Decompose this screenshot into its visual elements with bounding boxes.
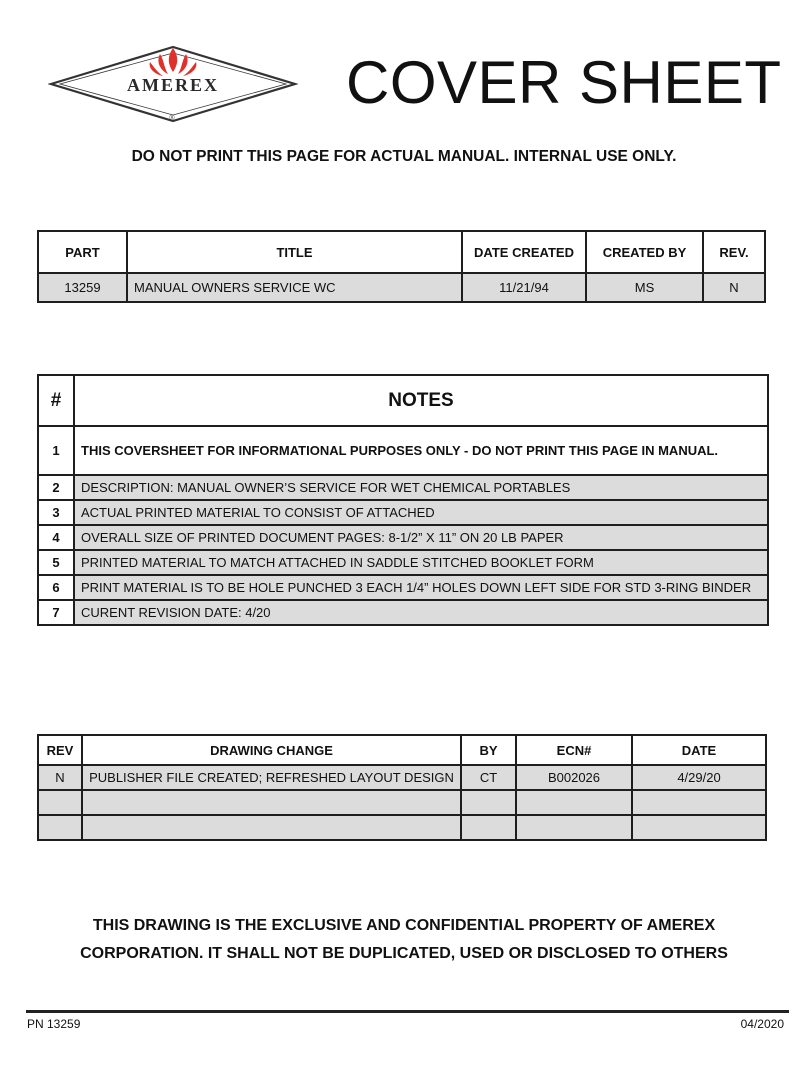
table-row xyxy=(38,426,768,475)
date-created: 11/21/94 xyxy=(462,273,586,302)
table-row-empty xyxy=(38,815,766,840)
part-title: MANUAL OWNERS SERVICE WC xyxy=(127,273,462,302)
change-date: 4/29/20 xyxy=(632,765,766,790)
table-row xyxy=(38,600,768,625)
date-footer: 04/2020 xyxy=(740,1017,784,1031)
note-number: 7 xyxy=(38,600,74,625)
divider xyxy=(26,1010,789,1013)
header-drawing-change: DRAWING CHANGE xyxy=(82,735,461,765)
header-created-by: CREATED BY xyxy=(586,231,703,273)
registered-icon: ® xyxy=(169,115,175,122)
header-notes: NOTES xyxy=(74,375,768,426)
page-title: COVER SHEET xyxy=(346,49,782,116)
header-by: BY xyxy=(461,735,516,765)
note-number: 5 xyxy=(38,550,74,575)
note-text: PRINT MATERIAL IS TO BE HOLE PUNCHED 3 EACH 1/4” HOLES DOWN LEFT SIDE FOR STD 3-RING BINDER xyxy=(74,575,768,600)
subtitle: DO NOT PRINT THIS PAGE FOR ACTUAL MANUAL. INTERNAL USE ONLY. xyxy=(131,148,677,165)
note-text: DESCRIPTION: MANUAL OWNER’S SERVICE FOR WET CHEMICAL PORTABLES xyxy=(74,475,768,500)
table-row xyxy=(38,550,768,575)
part-number-footer: PN 13259 xyxy=(27,1017,81,1031)
notes-table xyxy=(37,374,769,626)
header-date: DATE xyxy=(632,735,766,765)
logo-wordmark: AMEREX xyxy=(127,75,219,95)
change-rev: N xyxy=(38,765,82,790)
table-header-row xyxy=(38,735,766,765)
table-row xyxy=(38,500,768,525)
note-text: OVERALL SIZE OF PRINTED DOCUMENT PAGES: 8-1/2” X 11” ON 20 LB PAPER xyxy=(74,525,768,550)
part-number: 13259 xyxy=(38,273,127,302)
confidentiality-notice xyxy=(0,912,808,968)
table-row xyxy=(38,575,768,600)
change-by: CT xyxy=(461,765,516,790)
change-ecn: B002026 xyxy=(516,765,632,790)
table-row xyxy=(38,273,765,302)
header-date-created: DATE CREATED xyxy=(462,231,586,273)
part-table xyxy=(37,230,766,303)
header-ecn: ECN# xyxy=(516,735,632,765)
note-number: 6 xyxy=(38,575,74,600)
table-row-empty xyxy=(38,790,766,815)
notice-line-2: CORPORATION. IT SHALL NOT BE DUPLICATED, USED OR DISCLOSED TO OTHERS xyxy=(80,945,728,962)
note-text: ACTUAL PRINTED MATERIAL TO CONSIST OF ATTACHED xyxy=(74,500,768,525)
note-number: 4 xyxy=(38,525,74,550)
table-row xyxy=(38,475,768,500)
header-title: TITLE xyxy=(127,231,462,273)
table-row xyxy=(38,765,766,790)
created-by: MS xyxy=(586,273,703,302)
table-header-row xyxy=(38,375,768,426)
drawing-change-table xyxy=(37,734,767,841)
header-rev: REV xyxy=(38,735,82,765)
header-rev: REV. xyxy=(703,231,765,273)
amerex-logo xyxy=(48,44,298,126)
header-part: PART xyxy=(38,231,127,273)
note-text: THIS COVERSHEET FOR INFORMATIONAL PURPOSES ONLY - DO NOT PRINT THIS PAGE IN MANUAL. xyxy=(74,426,768,475)
header-number: # xyxy=(38,375,74,426)
change-description: PUBLISHER FILE CREATED; REFRESHED LAYOUT DESIGN xyxy=(82,765,461,790)
note-text: PRINTED MATERIAL TO MATCH ATTACHED IN SADDLE STITCHED BOOKLET FORM xyxy=(74,550,768,575)
note-text: CURENT REVISION DATE: 4/20 xyxy=(74,600,768,625)
note-number: 3 xyxy=(38,500,74,525)
note-number: 2 xyxy=(38,475,74,500)
notice-line-1: THIS DRAWING IS THE EXCLUSIVE AND CONFIDENTIAL PROPERTY OF AMEREX xyxy=(92,917,716,934)
revision: N xyxy=(703,273,765,302)
table-row xyxy=(38,525,768,550)
note-number: 1 xyxy=(38,426,74,475)
table-header-row xyxy=(38,231,765,273)
